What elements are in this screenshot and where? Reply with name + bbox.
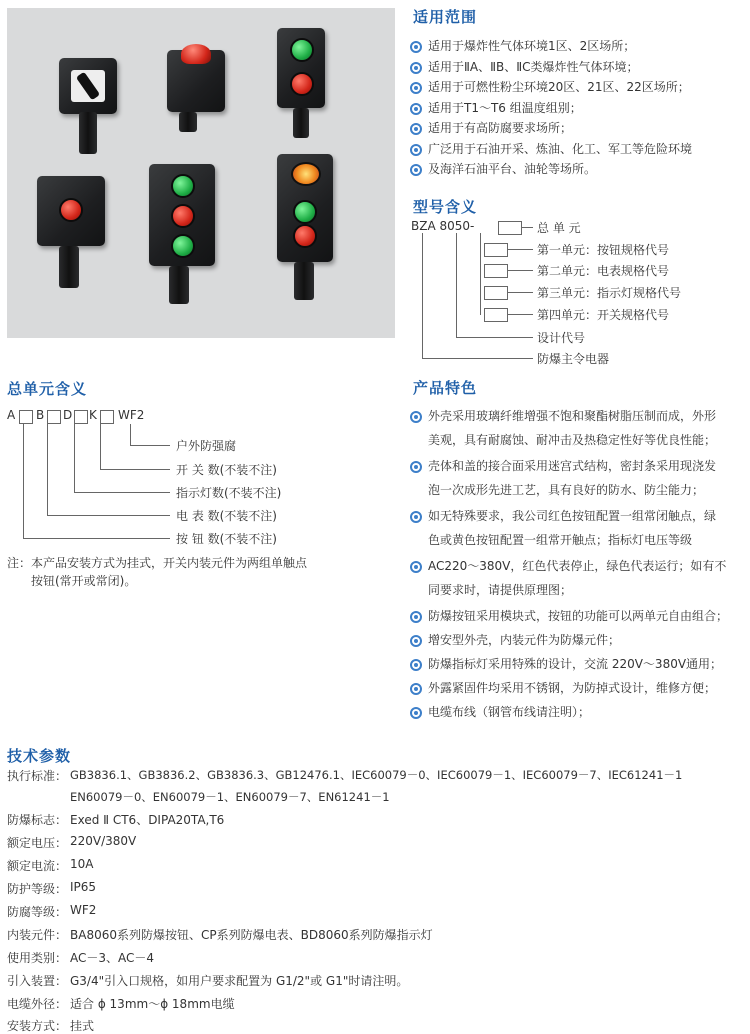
feature-line: 泡一次成形先进工艺，具有良好的防水、防尘能力； bbox=[428, 483, 705, 497]
list-bullet-icon bbox=[410, 611, 422, 623]
tech-value: GB3836.1、GB3836.2、GB3836.3、GB12476.1、IEC60079－0、IEC60079－1、IEC60079－7、IEC61241－1 bbox=[70, 768, 683, 782]
model-leader-line bbox=[507, 249, 533, 250]
model-code-box bbox=[484, 243, 508, 257]
list-bullet-icon bbox=[410, 123, 422, 135]
list-bullet-icon bbox=[410, 144, 422, 156]
model-vertical-line bbox=[456, 233, 457, 337]
list-bullet-icon bbox=[410, 103, 422, 115]
model-label: 总 单 元 bbox=[537, 221, 581, 235]
list-bullet-icon bbox=[410, 707, 422, 719]
feature-line: 增安型外壳，内装元件为防爆元件； bbox=[428, 633, 621, 647]
model-heading: 型号含义 bbox=[413, 198, 478, 216]
model-leader-line bbox=[456, 337, 533, 338]
unit-code-box bbox=[47, 410, 61, 424]
single-button-box-image bbox=[37, 176, 105, 246]
model-code-box bbox=[484, 286, 508, 300]
list-bullet-icon bbox=[410, 511, 422, 523]
list-bullet-icon bbox=[410, 164, 422, 176]
feature-line: 壳体和盖的接合面采用迷宫式结构，密封条采用现浇发 bbox=[428, 459, 717, 473]
scope-heading: 适用范围 bbox=[413, 8, 478, 26]
list-bullet-icon bbox=[410, 561, 422, 573]
tech-label: 电缆外径： bbox=[7, 997, 68, 1011]
tech-label: 执行标准： bbox=[7, 769, 68, 783]
list-bullet-icon bbox=[410, 411, 422, 423]
model-label: 第一单元：按钮规格代号 bbox=[537, 243, 670, 257]
model-prefix: BZA 8050- bbox=[411, 219, 475, 233]
model-code-box bbox=[484, 264, 508, 278]
unit-leader-line bbox=[23, 538, 170, 539]
scope-item: 适用于ⅡA、ⅡB、ⅡC类爆炸性气体环境； bbox=[428, 59, 639, 74]
tech-value: Exed Ⅱ CT6、DIPA20TA,T6 bbox=[70, 813, 225, 827]
feature-line: 色或黄色按钮配置一组常开触点；指标灯电压等级 bbox=[428, 533, 693, 547]
unit-label: 电 表 数(不装不注) bbox=[176, 509, 277, 523]
tech-label: 内装元件： bbox=[7, 928, 68, 942]
tech-label: 额定电压： bbox=[7, 836, 68, 850]
model-label: 设计代号 bbox=[537, 331, 586, 345]
scope-item: 适用于有高防腐要求场所； bbox=[428, 121, 573, 135]
features-heading: 产品特色 bbox=[413, 379, 478, 397]
model-leader-line bbox=[507, 270, 533, 271]
tech-value: 10A bbox=[70, 857, 94, 871]
unit-vertical-line bbox=[130, 424, 131, 445]
tech-label: 防腐等级： bbox=[7, 905, 68, 919]
feature-line: 外露紧固件均采用不锈钢，为防掉式设计，维修方便； bbox=[428, 681, 717, 695]
feature-line: 防爆按钮采用模块式，按钮的功能可以两单元自由组合； bbox=[428, 609, 729, 623]
feature-line: AC220～380V，红色代表停止，绿色代表运行；如有不 bbox=[428, 559, 727, 573]
tech-label: 使用类别： bbox=[7, 951, 68, 965]
scope-item: 适用于可燃性粉尘环境20区、21区、22区场所； bbox=[428, 80, 690, 94]
tech-label: 引入装置： bbox=[7, 974, 68, 988]
model-code-box bbox=[484, 308, 508, 322]
list-bullet-icon bbox=[410, 635, 422, 647]
model-label: 第二单元：电表规格代号 bbox=[537, 264, 670, 278]
tech-value: 挂式 bbox=[70, 1019, 95, 1033]
tech-label: 安装方式： bbox=[7, 1019, 68, 1033]
scope-item: 适用于T1～T6 组温度组别； bbox=[428, 100, 582, 115]
list-bullet-icon bbox=[410, 683, 422, 695]
unit-code-letter: K bbox=[89, 408, 97, 422]
unit-vertical-line bbox=[23, 424, 24, 538]
unit-label: 按 钮 数(不装不注) bbox=[176, 532, 277, 546]
feature-line: 美观，具有耐腐蚀、耐冲击及热稳定性好等优良性能； bbox=[428, 433, 717, 447]
tech-value: EN60079－0、EN60079－1、EN60079－7、EN61241－1 bbox=[70, 790, 390, 804]
model-label: 第三单元：指示灯规格代号 bbox=[537, 286, 682, 300]
unit-leader-line bbox=[74, 492, 170, 493]
feature-line: 如无特殊要求，我公司红色按钮配置一组常闭触点，绿 bbox=[428, 509, 717, 523]
product-photo bbox=[7, 8, 395, 338]
unit-code-box bbox=[100, 410, 114, 424]
unit-leader-line bbox=[130, 445, 170, 446]
unit-vertical-line bbox=[47, 424, 48, 515]
tech-value: 220V/380V bbox=[70, 834, 137, 848]
unit-code-box bbox=[19, 410, 33, 424]
two-button-box-image bbox=[277, 28, 325, 108]
note-line-1: 注：本产品安装方式为挂式，开关内装元件为两组单触点 bbox=[7, 556, 308, 570]
model-label: 第四单元：开关规格代号 bbox=[537, 308, 670, 322]
unit-leader-line bbox=[100, 469, 170, 470]
feature-line: 同要求时，请提供原理图； bbox=[428, 583, 573, 597]
single-red-button-box-image bbox=[167, 50, 225, 112]
tech-value: WF2 bbox=[70, 903, 97, 917]
list-bullet-icon bbox=[410, 659, 422, 671]
unit-label: 开 关 数(不装不注) bbox=[176, 463, 277, 477]
three-button-box-image bbox=[149, 164, 215, 266]
model-leader-line bbox=[507, 292, 533, 293]
unit-code-letter: A bbox=[7, 408, 16, 422]
unit-code-letter: B bbox=[36, 408, 45, 422]
scope-item: 及海洋石油平台、油轮等场所。 bbox=[428, 162, 597, 176]
list-bullet-icon bbox=[410, 62, 422, 74]
model-label: 防爆主令电器 bbox=[537, 352, 610, 366]
note-line-2: 按钮(常开或常闭)。 bbox=[31, 574, 137, 588]
unit-code-suffix: WF2 bbox=[118, 408, 145, 422]
tech-value: AC－3、AC－4 bbox=[70, 951, 155, 965]
feature-line: 防爆指标灯采用特殊的设计，交流 220V～380V通用； bbox=[428, 657, 723, 671]
list-bullet-icon bbox=[410, 41, 422, 53]
unit-vertical-line bbox=[100, 424, 101, 469]
tech-heading: 技术参数 bbox=[7, 747, 72, 765]
unit-leader-line bbox=[47, 515, 170, 516]
model-code-box bbox=[498, 221, 522, 235]
tech-value: 适合 ϕ 13mm～ϕ 18mm电缆 bbox=[70, 997, 235, 1011]
model-leader-line bbox=[422, 358, 533, 359]
tech-value: BA8060系列防爆按钮、CP系列防爆电表、BD8060系列防爆指示灯 bbox=[70, 928, 433, 942]
unit-code-box bbox=[74, 410, 88, 424]
model-vertical-line bbox=[422, 233, 423, 358]
unit-code-letter: D bbox=[63, 408, 73, 422]
feature-line: 电缆布线（钢管布线请注明）； bbox=[428, 705, 591, 719]
tech-label: 防爆标志： bbox=[7, 813, 68, 827]
model-leader-line bbox=[507, 314, 533, 315]
scope-item: 适用于爆炸性气体环境1区、2区场所； bbox=[428, 39, 636, 53]
unit-vertical-line bbox=[74, 424, 75, 492]
model-vertical-line bbox=[480, 233, 481, 315]
feature-line: 外壳采用玻璃纤维增强不饱和聚酯树脂压制而成，外形 bbox=[428, 409, 717, 423]
tech-label: 额定电流： bbox=[7, 859, 68, 873]
tech-value: G3/4"引入口规格，如用户要求配置为 G1/2"或 G1"时请注明。 bbox=[70, 974, 409, 988]
tech-label: 防护等级： bbox=[7, 882, 68, 896]
unit-label: 户外防强腐 bbox=[176, 439, 237, 453]
tech-value: IP65 bbox=[70, 880, 97, 894]
lamp-button-box-image bbox=[277, 154, 333, 262]
unit-label: 指示灯数(不装不注) bbox=[176, 486, 282, 500]
total-unit-heading: 总单元含义 bbox=[7, 380, 88, 398]
list-bullet-icon bbox=[410, 82, 422, 94]
switch-box-image bbox=[59, 58, 117, 114]
scope-item: 广泛用于石油开采、炼油、化工、军工等危险环境 bbox=[428, 141, 693, 156]
list-bullet-icon bbox=[410, 461, 422, 473]
model-leader-line bbox=[521, 227, 533, 228]
